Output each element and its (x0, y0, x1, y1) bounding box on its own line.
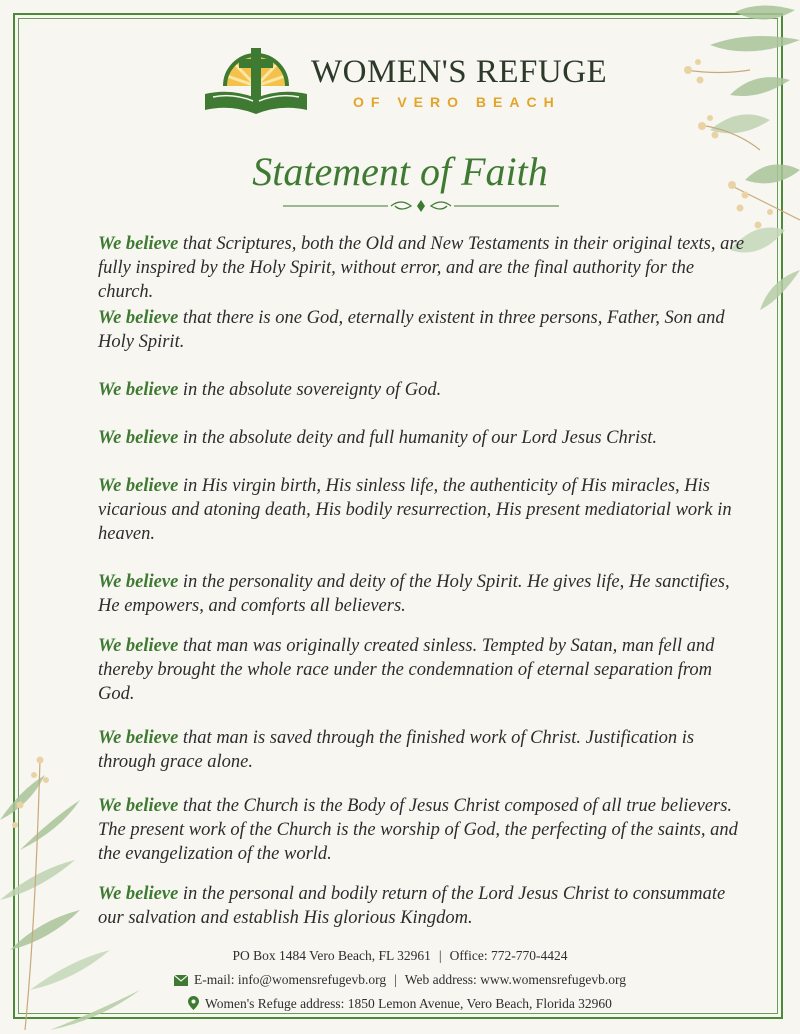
po-box: PO Box 1484 Vero Beach, FL 32961 (232, 948, 431, 963)
statement-lead: We believe (98, 428, 179, 448)
statement-text: in the personality and deity of the Holy Spirit. He gives life, He sanctifies, He empowers, and comforts all believers. (98, 572, 730, 616)
statement-2 (98, 306, 748, 354)
location-pin-icon (188, 996, 199, 1010)
organization-logo (203, 42, 643, 116)
open-book-icon (203, 88, 309, 116)
footer-contact-line-1 (0, 948, 800, 964)
statement-lead: We believe (98, 572, 179, 592)
statement-4 (98, 426, 748, 450)
statement-text: that Scriptures, both the Old and New Testaments in their original texts, are fully inspired by the Holy Spirit, without error, and are the final authority for the church. (98, 234, 745, 302)
statement-lead: We believe (98, 636, 179, 656)
statement-text: in the absolute sovereignty of God. (178, 380, 442, 400)
statement-lead: We believe (98, 234, 179, 254)
statement-text: that there is one God, eternally existent in three persons, Father, Son and Holy Spirit. (98, 308, 725, 352)
statement-6 (98, 570, 748, 618)
statement-lead: We believe (98, 728, 179, 748)
statement-lead: We believe (98, 308, 179, 328)
statement-lead: We believe (98, 476, 179, 496)
web-link[interactable]: Web address: www.womensrefugevb.org (404, 972, 627, 987)
office-phone: Office: 772-770-4424 (449, 948, 568, 963)
organization-subtitle: OF VERO BEACH (353, 94, 561, 110)
statement-5 (98, 474, 748, 546)
statement-3 (98, 378, 748, 402)
statement-8 (98, 726, 748, 774)
statement-lead: We believe (98, 380, 179, 400)
street-address: Women's Refuge address: 1850 Lemon Avenue, Vero Beach, Florida 32960 (205, 996, 612, 1011)
organization-name: WOMEN'S REFUGE (311, 54, 608, 90)
statement-text: in His virgin birth, His sinless life, the authenticity of His miracles, His vicarious and atoning death, His bodily resurrection, His present mediatorial work in heaven. (98, 476, 732, 544)
statement-text: that man was originally created sinless. Tempted by Satan, man fell and thereby brought the whole race under the condemnation of eternal separation from God. (98, 636, 715, 704)
statement-text: in the personal and bodily return of the Lord Jesus Christ to consummate our salvation and establish His glorious Kingdom. (98, 884, 726, 928)
document-title: Statement of Faith (252, 149, 548, 194)
statement-7 (98, 634, 748, 706)
footer-contact-line-2 (0, 972, 800, 988)
mail-icon (174, 975, 188, 986)
footer-separator: | (438, 948, 442, 963)
statement-9 (98, 794, 748, 866)
statement-text: in the absolute deity and full humanity of our Lord Jesus Christ. (178, 428, 658, 448)
statement-text: that man is saved through the finished work of Christ. Justification is through grace alone. (98, 728, 695, 772)
statement-lead: We believe (98, 796, 179, 816)
statement-text: that the Church is the Body of Jesus Christ composed of all true believers. The present work of the Church is the worship of God, the perfecting of the saints, and the evangelization of the world. (98, 796, 738, 864)
footer-contact-line-3 (0, 996, 800, 1012)
statement-1 (98, 232, 748, 304)
statement-lead: We believe (98, 884, 179, 904)
footer-separator: | (394, 972, 397, 987)
email-link[interactable]: E-mail: info@womensrefugevb.org (193, 972, 387, 987)
flourish-ornament (283, 198, 559, 214)
statement-10 (98, 882, 748, 930)
